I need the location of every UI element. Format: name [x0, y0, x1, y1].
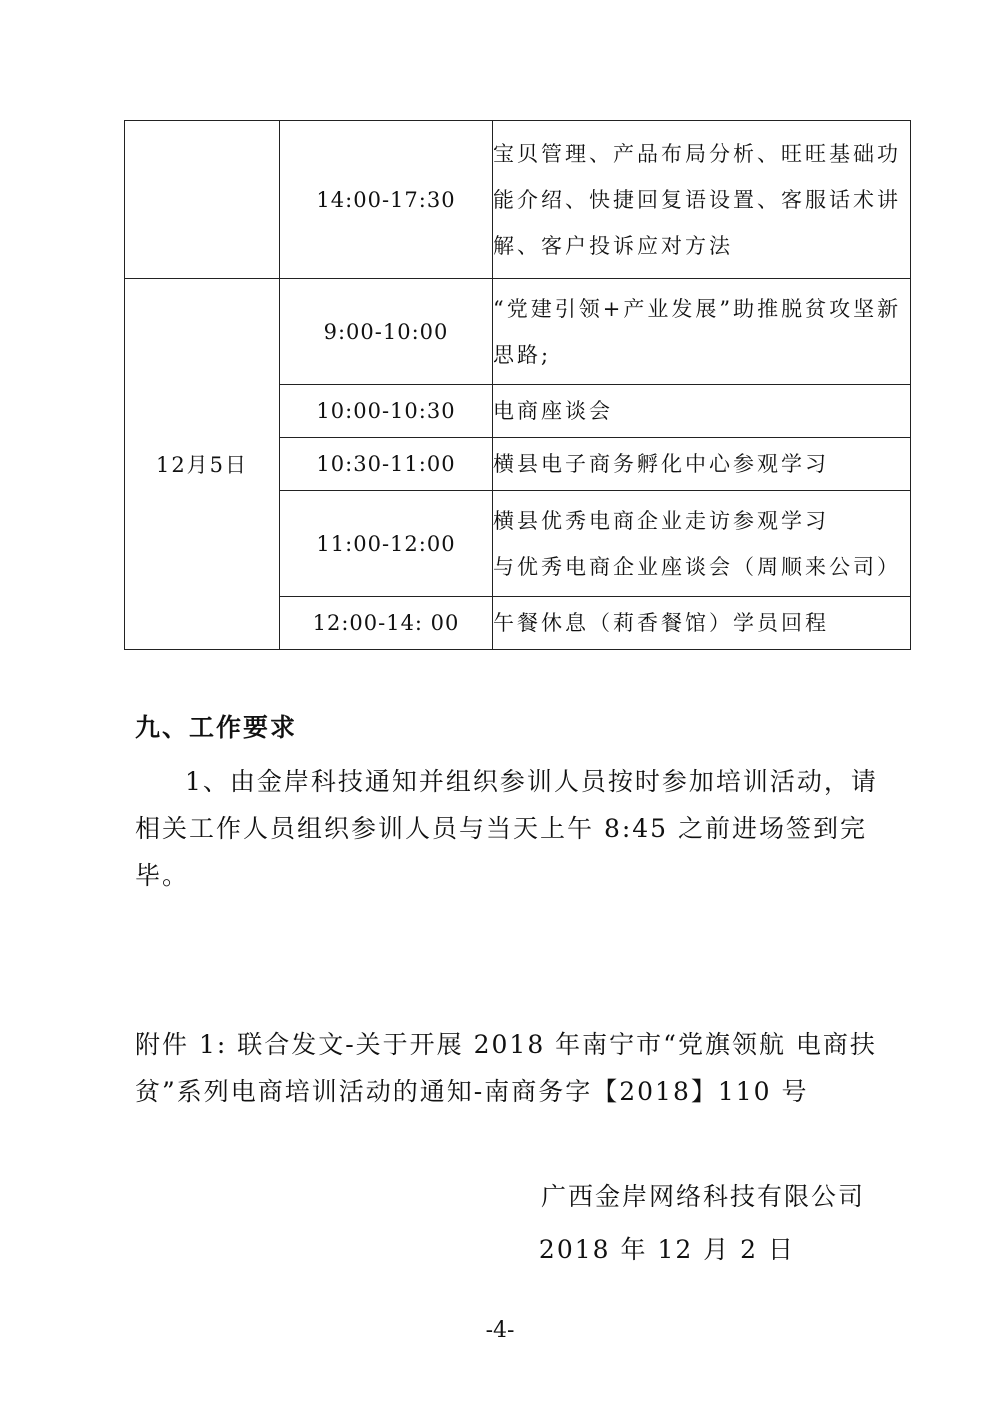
content-line: 横县电子商务孵化中心参观学习 [493, 452, 829, 476]
time-cell: 10:00-10:30 [280, 385, 493, 438]
section-heading: 九、工作要求 [135, 713, 298, 742]
signer-company: 广西金岸网络科技有限公司 [540, 1182, 865, 1211]
content-line: 横县优秀电商企业走访参观学习 [493, 508, 829, 533]
time-cell: 9:00-10:00 [280, 279, 493, 385]
content-line: 电商座谈会 [493, 399, 613, 423]
content-line: 宝贝管理、产品布局分析、旺旺基础功 [493, 141, 901, 166]
time-cell: 10:30-11:00 [280, 438, 493, 491]
content-cell [493, 121, 911, 279]
content-cell [493, 438, 911, 491]
content-cell [493, 597, 911, 650]
content-line: 解、客户投诉应对方法 [493, 233, 733, 258]
time-cell: 11:00-12:00 [280, 491, 493, 597]
table-row [125, 279, 911, 385]
paragraph-line: 1、由金岸科技通知并组织参训人员按时参加培训活动，请 [185, 767, 878, 796]
time-cell: 14:00-17:30 [280, 121, 493, 279]
table-row [125, 121, 911, 279]
attachment-note [135, 1021, 875, 1115]
date-cell: 12月5日 [125, 279, 280, 650]
page-number: -4- [485, 1318, 515, 1343]
paragraph-line: 贫”系列电商培训活动的通知-南商务字【2018】110 号 [135, 1077, 809, 1106]
paragraph-line: 附件 1: 联合发文-关于开展 2018 年南宁市“党旗领航 电商扶 [135, 1030, 877, 1059]
time-cell: 12:00-14: 00 [280, 597, 493, 650]
content-cell [493, 385, 911, 438]
date-cell-empty [125, 121, 280, 279]
content-line: 思路; [493, 342, 552, 367]
signature-date: 2018 年 12 月 2 日 [538, 1235, 795, 1264]
requirement-paragraph [135, 758, 878, 899]
content-line: 与优秀电商企业座谈会（周顺来公司） [493, 554, 901, 579]
content-line: 能介绍、快捷回复语设置、客服话术讲 [493, 187, 901, 212]
content-cell [493, 491, 911, 597]
content-line: 午餐休息（莉香餐馆）学员回程 [493, 611, 829, 635]
content-line: “党建引领+产业发展”助推脱贫攻坚新 [493, 296, 902, 321]
training-schedule-table [124, 120, 911, 650]
paragraph-line: 毕。 [135, 861, 190, 890]
content-cell [493, 279, 911, 385]
paragraph-line: 相关工作人员组织参训人员与当天上午 8:45 之前进场签到完 [135, 814, 868, 843]
